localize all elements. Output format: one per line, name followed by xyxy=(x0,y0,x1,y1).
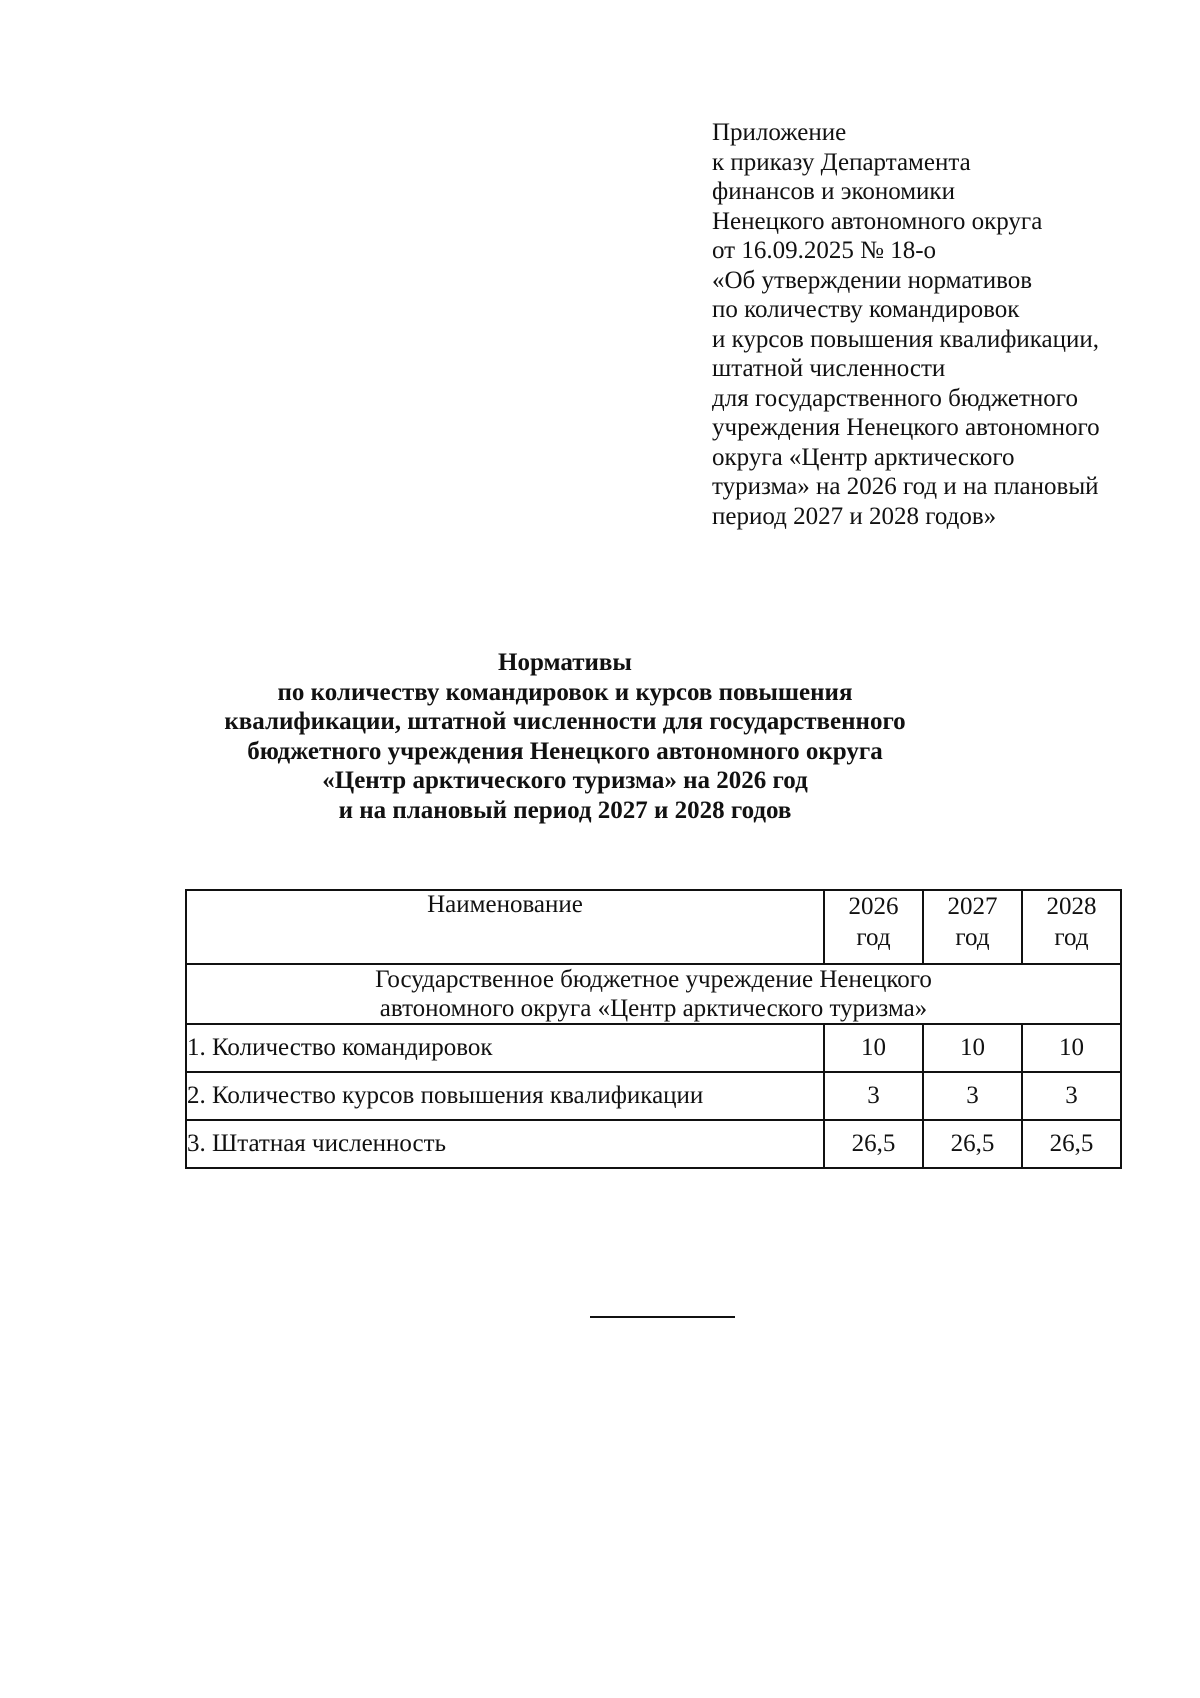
title-line: бюджетного учреждения Ненецкого автономного округа xyxy=(247,737,883,765)
appendix-line: финансов и экономики xyxy=(712,178,955,205)
header-year-cell xyxy=(1022,890,1121,964)
title-line: по количеству командировок и курсов повышения xyxy=(277,678,853,706)
appendix-line: округа «Центр арктического xyxy=(712,443,1015,471)
table-row xyxy=(186,1120,1121,1168)
appendix-line: и курсов повышения квалификации, xyxy=(712,325,1100,353)
organization-cell xyxy=(186,964,1121,1024)
title-line: квалификации, штатной численности для государственного xyxy=(224,708,906,735)
appendix-block xyxy=(712,118,1100,531)
row-value-cell: 26,5 xyxy=(923,1120,1022,1168)
row-name-cell: 3. Штатная численность xyxy=(186,1120,824,1168)
row-value-cell: 10 xyxy=(923,1024,1022,1072)
row-value-cell: 3 xyxy=(923,1072,1022,1120)
header-year-cell xyxy=(923,890,1022,964)
header-name-cell: Наименование xyxy=(186,890,824,964)
organization-line: автономного округа «Центр арктического туризма» xyxy=(379,995,928,1022)
appendix-line: учреждения Ненецкого автономного xyxy=(712,414,1100,441)
table-header-row xyxy=(186,890,1121,964)
organization-line: Государственное бюджетное учреждение Ненецкого xyxy=(375,966,932,993)
norms-table xyxy=(185,889,1122,1169)
row-value-cell: 26,5 xyxy=(1022,1120,1121,1168)
appendix-line: штатной численности xyxy=(712,355,946,382)
header-year-unit: год xyxy=(856,924,891,951)
row-name-cell: 1. Количество командировок xyxy=(186,1024,824,1072)
appendix-line: туризма» на 2026 год и на плановый xyxy=(712,473,1099,500)
title-line: «Центр арктического туризма» на 2026 год xyxy=(322,767,808,794)
organization-row xyxy=(186,964,1121,1024)
appendix-line: от 16.09.2025 № 18-о xyxy=(712,237,937,264)
appendix-line: к приказу Департамента xyxy=(712,148,971,176)
appendix-line: «Об утверждении нормативов xyxy=(712,266,1033,294)
appendix-line: Ненецкого автономного округа xyxy=(712,207,1043,235)
end-divider xyxy=(590,1316,735,1318)
header-year-unit: год xyxy=(955,924,990,951)
row-value-cell: 26,5 xyxy=(824,1120,923,1168)
appendix-line: Приложение xyxy=(712,119,847,146)
row-name-cell: 2. Количество курсов повышения квалификации xyxy=(186,1072,824,1120)
title-line: Нормативы xyxy=(498,649,632,676)
header-year: 2027 xyxy=(947,893,998,920)
row-value-cell: 10 xyxy=(1022,1024,1121,1072)
header-year: 2026 xyxy=(848,893,899,920)
appendix-line: для государственного бюджетного xyxy=(712,384,1078,412)
row-value-cell: 10 xyxy=(824,1024,923,1072)
appendix-line: по количеству командировок xyxy=(712,296,1020,323)
appendix-line: период 2027 и 2028 годов» xyxy=(712,502,997,530)
table-row xyxy=(186,1072,1121,1120)
title-line: и на плановый период 2027 и 2028 годов xyxy=(338,796,792,824)
table-row xyxy=(186,1024,1121,1072)
header-year-unit: год xyxy=(1054,924,1089,951)
header-year: 2028 xyxy=(1046,893,1097,920)
row-value-cell: 3 xyxy=(1022,1072,1121,1120)
document-title xyxy=(200,648,930,825)
header-year-cell xyxy=(824,890,923,964)
row-value-cell: 3 xyxy=(824,1072,923,1120)
